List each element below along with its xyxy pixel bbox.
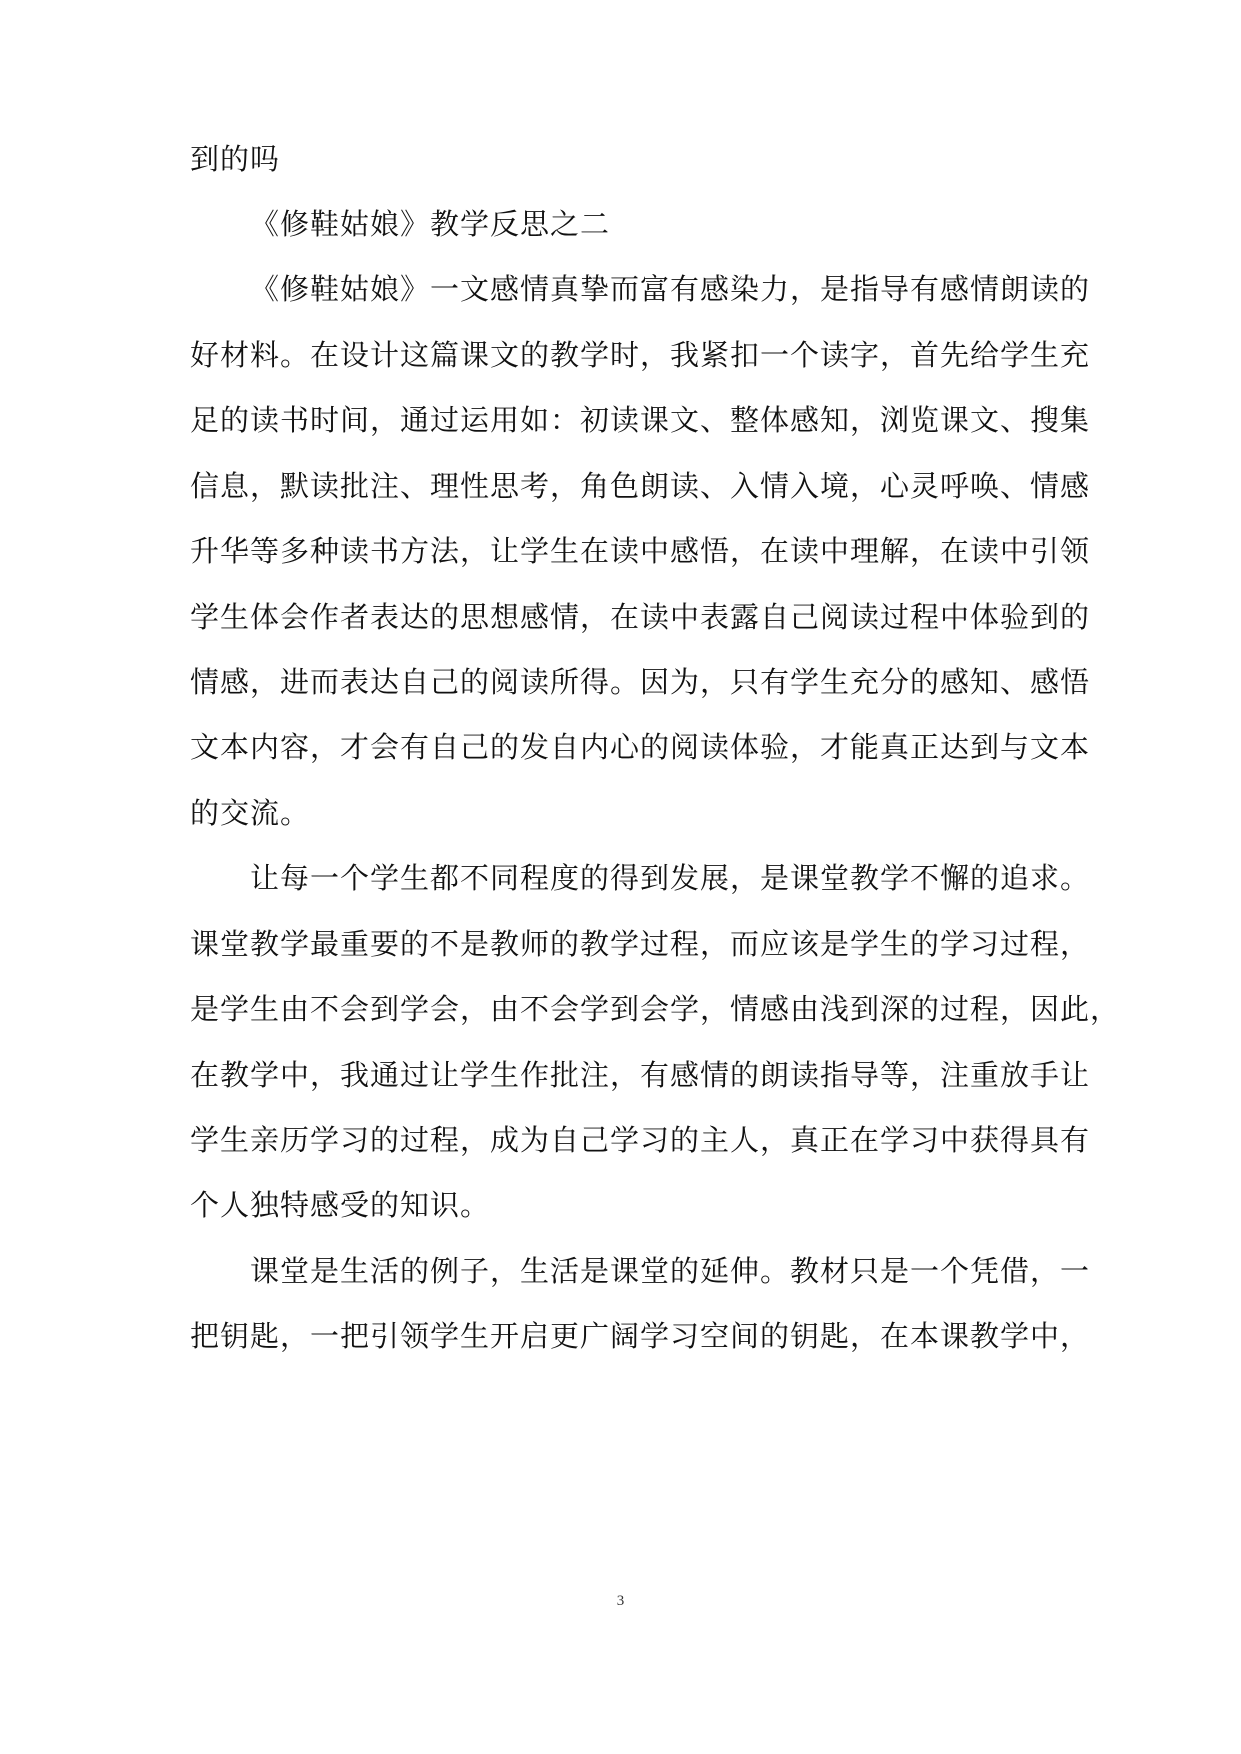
text-line: 好材料。在设计这篇课文的教学时，我紧扣一个读字，首先给学生充	[190, 338, 1091, 372]
text-line: 在教学中，我通过让学生作批注，有感情的朗读指导等，注重放手让	[190, 1058, 1091, 1092]
text-line: 情感，进而表达自己的阅读所得。因为，只有学生充分的感知、感悟	[190, 665, 1091, 699]
section-title: 《修鞋姑娘》教学反思之二	[250, 207, 611, 241]
text-line: 是学生由不会到学会，由不会学到会学，情感由浅到深的过程，因此，	[190, 992, 1121, 1026]
text-line: 把钥匙，一把引领学生开启更广阔学习空间的钥匙，在本课教学中，	[190, 1319, 1091, 1353]
text-line: 的交流。	[190, 796, 311, 830]
text-line: 《修鞋姑娘》一文感情真挚而富有感染力，是指导有感情朗读的	[250, 272, 1091, 306]
text-line: 让每一个学生都不同程度的得到发展，是课堂教学不懈的追求。	[250, 861, 1091, 895]
page-number: 3	[616, 1593, 625, 1609]
text-line: 学生体会作者表达的思想感情，在读中表露自己阅读过程中体验到的	[190, 600, 1091, 634]
text-line: 到的吗	[190, 142, 281, 176]
text-line: 信息，默读批注、理性思考，角色朗读、入情入境，心灵呼唤、情感	[190, 469, 1091, 503]
text-line: 足的读书时间，通过运用如：初读课文、整体感知，浏览课文、搜集	[190, 403, 1091, 437]
text-line: 文本内容，才会有自己的发自内心的阅读体验，才能真正达到与文本	[190, 730, 1091, 764]
text-line: 课堂是生活的例子，生活是课堂的延伸。教材只是一个凭借，一	[250, 1254, 1091, 1288]
text-line: 个人独特感受的知识。	[190, 1188, 491, 1222]
text-line: 升华等多种读书方法，让学生在读中感悟，在读中理解，在读中引领	[190, 534, 1091, 568]
text-line: 课堂教学最重要的不是教师的教学过程，而应该是学生的学习过程，	[190, 927, 1091, 961]
text-line: 学生亲历学习的过程，成为自己学习的主人，真正在学习中获得具有	[190, 1123, 1091, 1157]
